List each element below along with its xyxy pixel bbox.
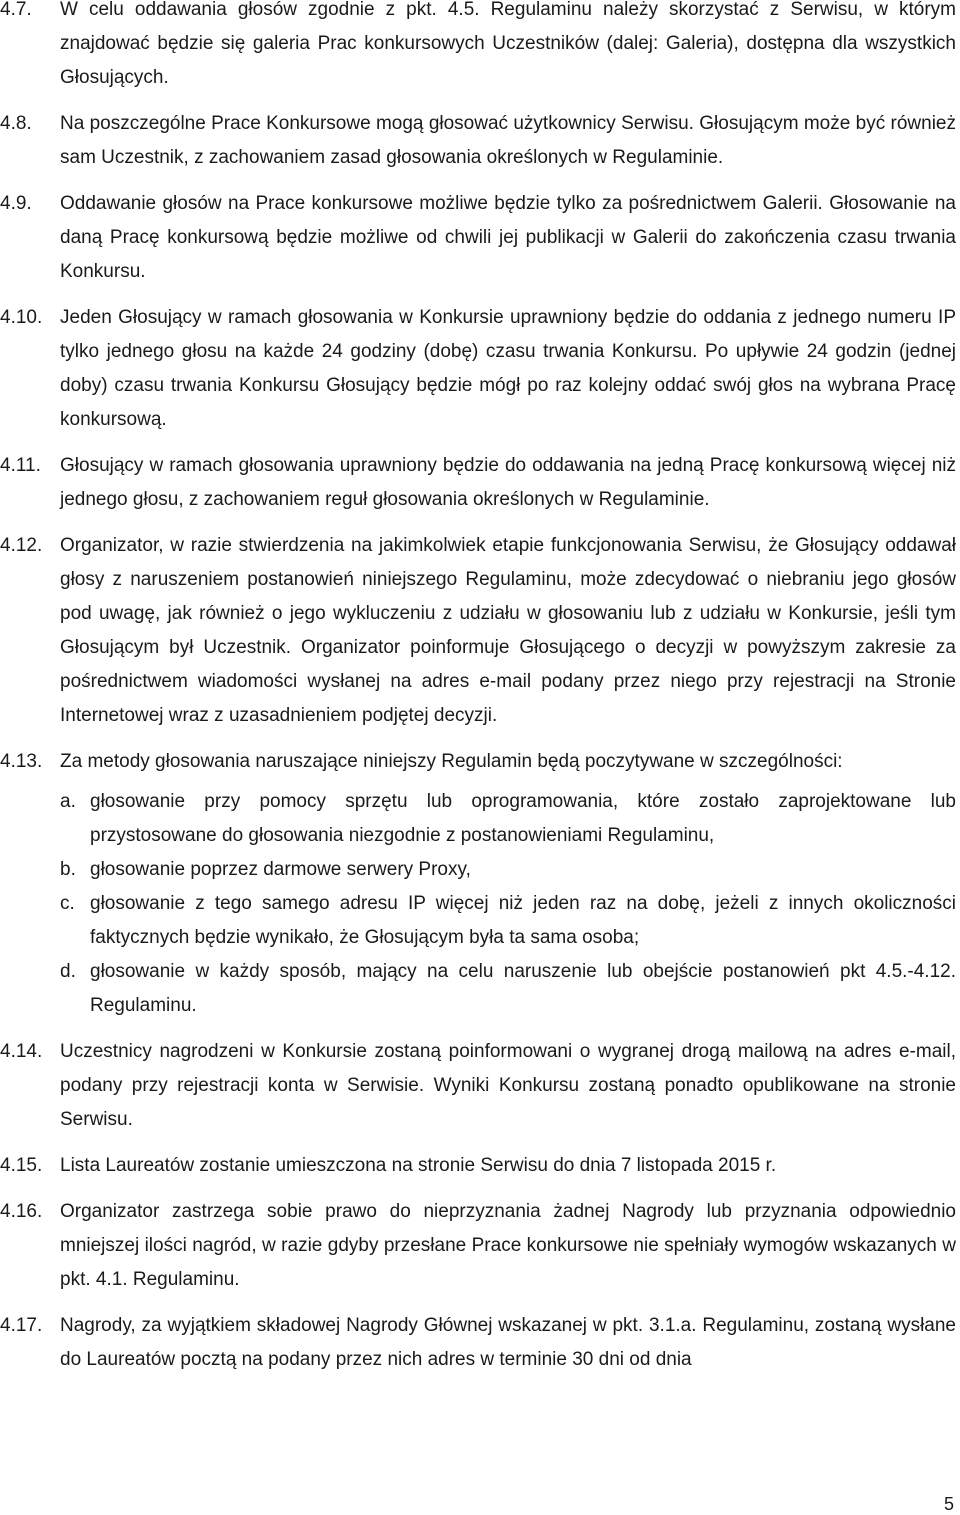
regulation-item-4-9 [0,187,960,289]
item-number: 4.9. [0,193,32,214]
item-number: 4.7. [0,0,32,20]
item-text: W celu oddawania głosów zgodnie z pkt. 4.5. Regulaminu należy skorzystać z Serwisu, w którym znajdować będzie się galeria Prac konkursowych Uczestników (dalej: Galeria), dostępna dla wszystkich Głosujących. [60,0,956,88]
item-text: Głosujący w ramach głosowania uprawniony będzie do oddawania na jedną Pracę konkursową więcej niż jednego głosu, z zachowaniem reguł głosowania określonych w Regulaminie. [60,455,956,510]
list-text: głosowanie poprzez darmowe serwery Proxy, [90,859,471,880]
item-text: Uczestnicy nagrodzeni w Konkursie zostaną poinformowani o wygranej drogą mailową na adres e-mail, podany przy rejestracji konta w Serwisie. Wyniki Konkursu zostaną ponadto opublikowane na stronie Serwisu. [60,1041,956,1130]
violation-methods-list [0,785,960,1023]
regulation-item-4-13 [0,745,960,779]
list-letter: a. [60,791,76,812]
regulation-item-4-14 [0,1035,960,1137]
regulation-item-4-12 [0,529,960,733]
regulation-item-4-7 [0,0,960,95]
list-item [0,785,960,853]
regulation-item-4-11 [0,449,960,517]
list-text: głosowanie w każdy sposób, mający na celu naruszenie lub obejście postanowień pkt 4.5.-4.12. Regulaminu. [90,961,956,1016]
item-number: 4.16. [0,1201,43,1222]
list-item [0,955,960,1023]
list-text: głosowanie z tego samego adresu IP więcej niż jeden raz na dobę, jeżeli z innych okoliczności faktycznych będzie wynikało, że Głosującym była ta sama osoba; [90,893,956,948]
item-text: Oddawanie głosów na Prace konkursowe możliwe będzie tylko za pośrednictwem Galerii. Głosowanie na daną Pracę konkursową będzie możliwe od chwili jej publikacji w Galerii do zakończenia czasu trwania Konkursu. [60,193,956,282]
list-item [0,853,960,887]
item-text: Lista Laureatów zostanie umieszczona na stronie Serwisu do dnia 7 listopada 2015 r. [60,1155,777,1176]
regulation-item-4-16 [0,1195,960,1297]
item-text: Organizator, w razie stwierdzenia na jakimkolwiek etapie funkcjonowania Serwisu, że Głosujący oddawał głosy z naruszeniem postanowień niniejszego Regulaminu, może zdecydować o niebraniu jego głosów pod uwagę, jak również o jego wykluczeniu z udziału w głosowaniu lub z udziału w Konkursie, jeśli tym Głosującym był Uczestnik. Organizator poinformuje Głosującego o decyzji w powyższym zakresie za pośrednictwem wiadomości wysłanej na adres e-mail podany przez niego przy rejestracji na Stronie Internetowej wraz z uzasadnieniem podjętej decyzji. [60,535,956,726]
list-item [0,887,960,955]
item-number: 4.12. [0,535,43,556]
item-number: 4.10. [0,307,43,328]
item-number: 4.15. [0,1155,43,1176]
item-number: 4.11. [0,455,41,476]
regulation-item-4-15 [0,1149,960,1183]
item-text: Organizator zastrzega sobie prawo do nieprzyznania żadnej Nagrody lub przyznania odpowiednio mniejszej ilości nagród, w razie gdyby przesłane Prace konkursowe nie spełniały wymogów wskazanych w pkt. 4.1. Regulaminu. [60,1201,956,1290]
list-text: głosowanie przy pomocy sprzętu lub oprogramowania, które zostało zaprojektowane lub przystosowane do głosowania niezgodnie z postanowieniami Regulaminu, [90,791,956,846]
regulation-item-4-17 [0,1309,960,1377]
item-number: 4.14. [0,1041,43,1062]
item-text: Jeden Głosujący w ramach głosowania w Konkursie uprawniony będzie do oddania z jednego numeru IP tylko jednego głosu na każde 24 godziny (dobę) czasu trwania Konkursu. Po upływie 24 godzin (jednej doby) czasu trwania Konkursu Głosujący będzie mógł po raz kolejny oddać swój głos na wybrana Pracę konkursową. [60,307,956,430]
item-number: 4.17. [0,1315,43,1336]
regulation-item-4-8 [0,107,960,175]
list-letter: d. [60,961,76,982]
item-number: 4.13. [0,751,43,772]
item-text: Na poszczególne Prace Konkursowe mogą głosować użytkownicy Serwisu. Głosującym może być również sam Uczestnik, z zachowaniem zasad głosowania określonych w Regulaminie. [60,113,956,168]
regulation-item-4-10 [0,301,960,437]
item-number: 4.8. [0,113,32,134]
item-text: Za metody głosowania naruszające niniejszy Regulamin będą poczytywane w szczególności: [60,751,843,772]
item-text: Nagrody, za wyjątkiem składowej Nagrody Głównej wskazanej w pkt. 3.1.a. Regulaminu, zostaną wysłane do Laureatów pocztą na podany przez nich adres w terminie 30 dni od dnia [60,1315,956,1370]
list-letter: c. [60,893,75,914]
list-letter: b. [60,859,76,880]
page-number: 5 [943,1494,954,1514]
